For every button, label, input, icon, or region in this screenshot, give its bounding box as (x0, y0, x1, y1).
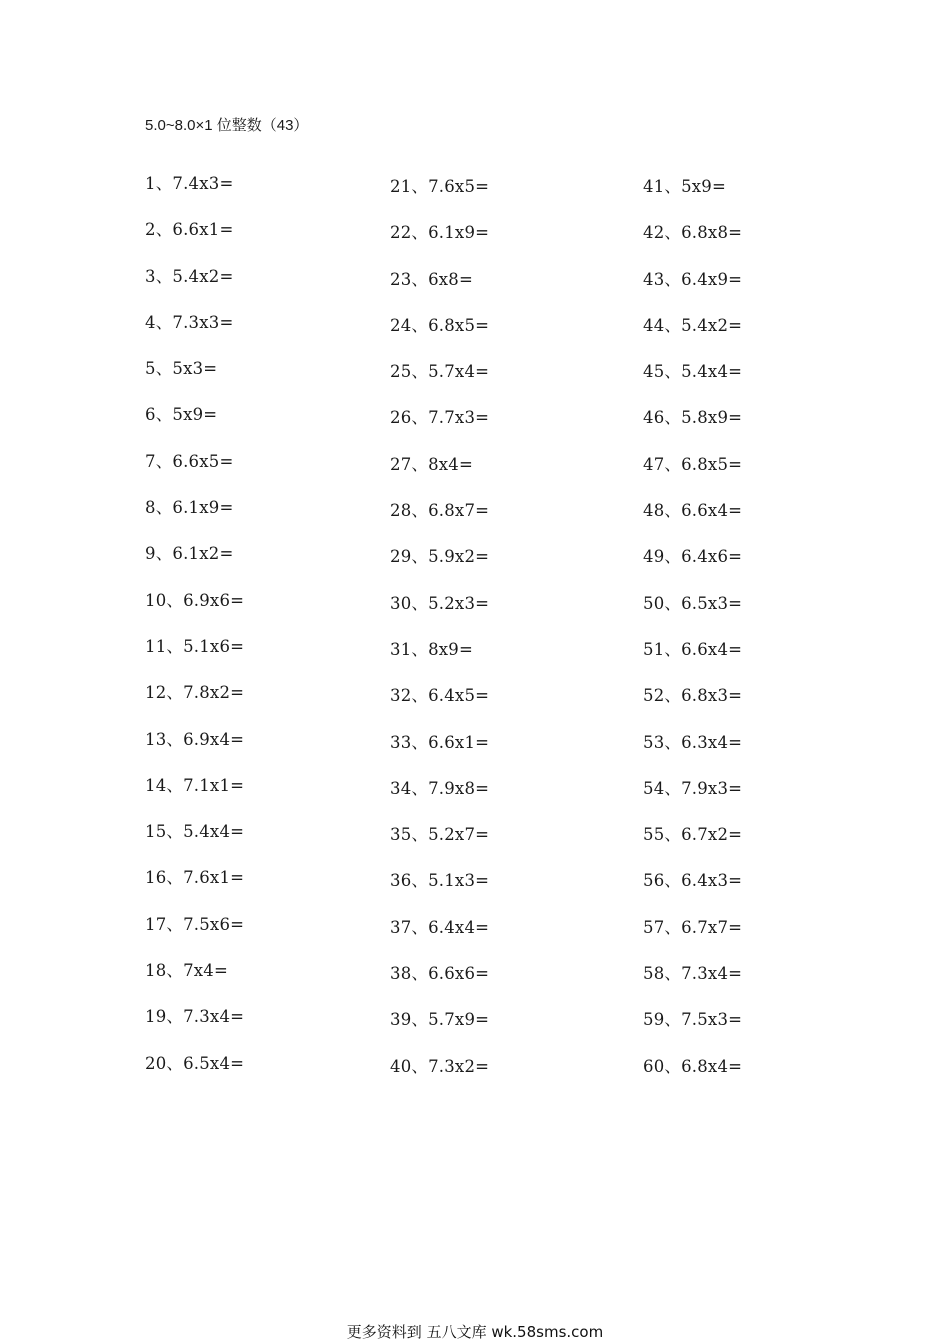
problem-item: 12、7.8x2= (145, 683, 245, 703)
problem-item: 44、5.4x2= (643, 315, 743, 335)
problem-item: 60、6.8x4= (643, 1056, 743, 1076)
problem-item: 38、6.6x6= (390, 964, 490, 984)
problem-item: 10、6.9x6= (145, 590, 245, 610)
problem-item: 15、5.4x4= (145, 822, 245, 842)
problem-item: 32、6.4x5= (390, 686, 490, 706)
problem-item: 34、7.9x8= (390, 778, 490, 798)
problem-item: 55、6.7x2= (643, 825, 743, 845)
problem-item: 39、5.7x9= (390, 1010, 490, 1030)
problem-item: 50、6.5x3= (643, 593, 743, 613)
problem-item: 43、6.4x9= (643, 269, 743, 289)
problem-item: 58、7.3x4= (643, 964, 743, 984)
problem-item: 22、6.1x9= (390, 223, 490, 243)
problem-item: 25、5.7x4= (390, 362, 490, 382)
problem-item: 36、5.1x3= (390, 871, 490, 891)
worksheet-title: 5.0~8.0×1 位整数（43） (145, 117, 309, 134)
problem-item: 1、7.4x3= (145, 174, 234, 193)
problem-item: 29、5.9x2= (390, 547, 490, 567)
problem-item: 8、6.1x9= (145, 498, 234, 518)
problem-item: 4、7.3x3= (145, 312, 234, 332)
problem-column-3 (643, 175, 742, 1101)
problem-item: 19、7.3x4= (145, 1007, 245, 1027)
problem-item: 2、6.6x1= (145, 220, 234, 240)
problem-item: 41、5x9= (643, 177, 727, 196)
problem-item: 18、7x4= (145, 961, 229, 981)
problem-item: 47、6.8x5= (643, 454, 743, 474)
problem-item: 35、5.2x7= (390, 825, 490, 845)
problem-column-2 (390, 175, 489, 1101)
problem-item: 37、6.4x4= (390, 917, 490, 937)
problem-item: 54、7.9x3= (643, 778, 743, 798)
problem-item: 57、6.7x7= (643, 917, 743, 937)
problem-item: 9、6.1x2= (145, 544, 234, 564)
problem-item: 30、5.2x3= (390, 593, 490, 613)
problem-item: 49、6.4x6= (643, 547, 743, 567)
problem-item: 5、5x3= (145, 359, 218, 379)
problem-item: 51、6.6x4= (643, 639, 743, 659)
problem-item: 40、7.3x2= (390, 1056, 490, 1076)
problem-item: 26、7.7x3= (390, 408, 490, 428)
problem-item: 31、8x9= (390, 639, 474, 659)
problem-item: 46、5.8x9= (643, 408, 743, 428)
problem-item: 21、7.6x5= (390, 177, 490, 196)
problem-item: 13、6.9x4= (145, 729, 245, 749)
footer-watermark-text: 更多资料到 五八文库 wk.58sms.com (346, 1323, 604, 1341)
problem-item: 17、7.5x6= (145, 914, 245, 934)
problem-item: 48、6.6x4= (643, 501, 743, 521)
problem-item: 28、6.8x7= (390, 501, 490, 521)
problem-item: 11、5.1x6= (145, 636, 245, 656)
problem-column-1 (145, 172, 244, 1098)
problem-item: 42、6.8x8= (643, 223, 743, 243)
problem-item: 7、6.6x5= (145, 451, 234, 471)
problem-item: 3、5.4x2= (145, 266, 234, 286)
problem-item: 52、6.8x3= (643, 686, 743, 706)
problem-item: 33、6.6x1= (390, 732, 490, 752)
problem-item: 14、7.1x1= (145, 775, 245, 795)
problem-item: 27、8x4= (390, 454, 474, 474)
problem-item: 53、6.3x4= (643, 732, 743, 752)
problem-item: 56、6.4x3= (643, 871, 743, 891)
problem-item: 20、6.5x4= (145, 1053, 245, 1073)
problem-item: 16、7.6x1= (145, 868, 245, 888)
problem-item: 45、5.4x4= (643, 362, 743, 382)
problem-item: 23、6x8= (390, 269, 474, 289)
problem-item: 59、7.5x3= (643, 1010, 743, 1030)
problem-item: 6、5x9= (145, 405, 218, 425)
problem-item: 24、6.8x5= (390, 315, 490, 335)
